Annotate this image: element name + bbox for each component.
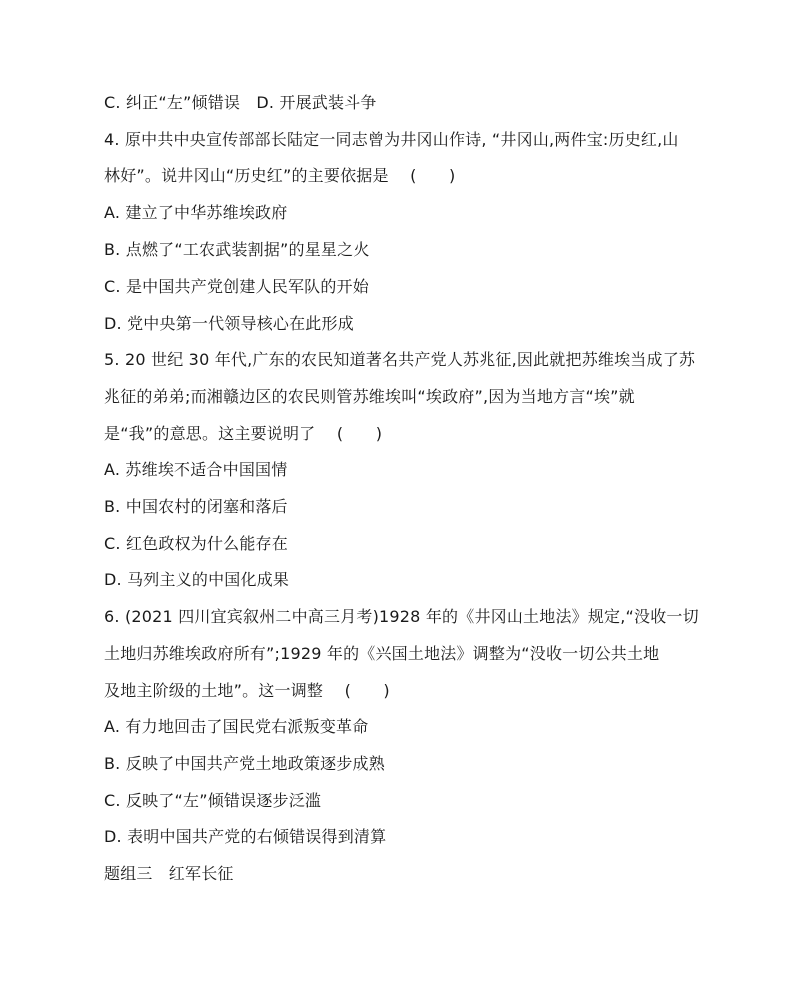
q4-option-d: D. 党中央第一代领导核心在此形成 (104, 314, 354, 333)
q5-option-d: D. 马列主义的中国化成果 (104, 570, 290, 589)
q6-option-d: D. 表明中国共产党的右倾错误得到清算 (104, 827, 387, 846)
q6-stem-line-2: 土地归苏维埃政府所有”;1929 年的《兴国土地法》调整为“没收一切公共土地 (104, 644, 660, 663)
q3-options-cd: C. 纠正“左”倾错误 D. 开展武装斗争 (104, 93, 377, 112)
q6-option-a: A. 有力地回击了国民党右派叛变革命 (104, 717, 369, 736)
q4-stem-line-2: 林好”。说井冈山“历史红”的主要依据是 ( ) (104, 166, 456, 185)
q6-stem-line-1: 6. (2021 四川宜宾叙州二中高三月考)1928 年的《井冈山土地法》规定,“没收一切 (104, 607, 699, 626)
q5-stem-line-1: 5. 20 世纪 30 年代,广东的农民知道著名共产党人苏兆征,因此就把苏维埃当成了苏 (104, 350, 696, 369)
q4-option-a: A. 建立了中华苏维埃政府 (104, 203, 288, 222)
q6-stem-line-3: 及地主阶级的土地”。这一调整 ( ) (104, 681, 390, 700)
q6-option-b: B. 反映了中国共产党土地政策逐步成熟 (104, 754, 385, 773)
q5-option-c: C. 红色政权为什么能存在 (104, 534, 288, 553)
q5-stem-line-3: 是“我”的意思。这主要说明了 ( ) (104, 424, 383, 443)
q4-option-c: C. 是中国共产党创建人民军队的开始 (104, 277, 369, 296)
q5-option-a: A. 苏维埃不适合中国国情 (104, 460, 288, 479)
q5-stem-line-2: 兆征的弟弟;而湘赣边区的农民则管苏维埃叫“埃政府”,因为当地方言“埃”就 (104, 387, 635, 406)
q6-option-c: C. 反映了“左”倾错误逐步泛滥 (104, 791, 322, 810)
q4-stem-line-1: 4. 原中共中央宣传部部长陆定一同志曾为井冈山作诗, “井冈山,两件宝:历史红,山 (104, 130, 679, 149)
q5-option-b: B. 中国农村的闭塞和落后 (104, 497, 288, 516)
section-heading: 题组三 红军长征 (104, 864, 234, 883)
q4-option-b: B. 点燃了“工农武装割据”的星星之火 (104, 240, 370, 259)
